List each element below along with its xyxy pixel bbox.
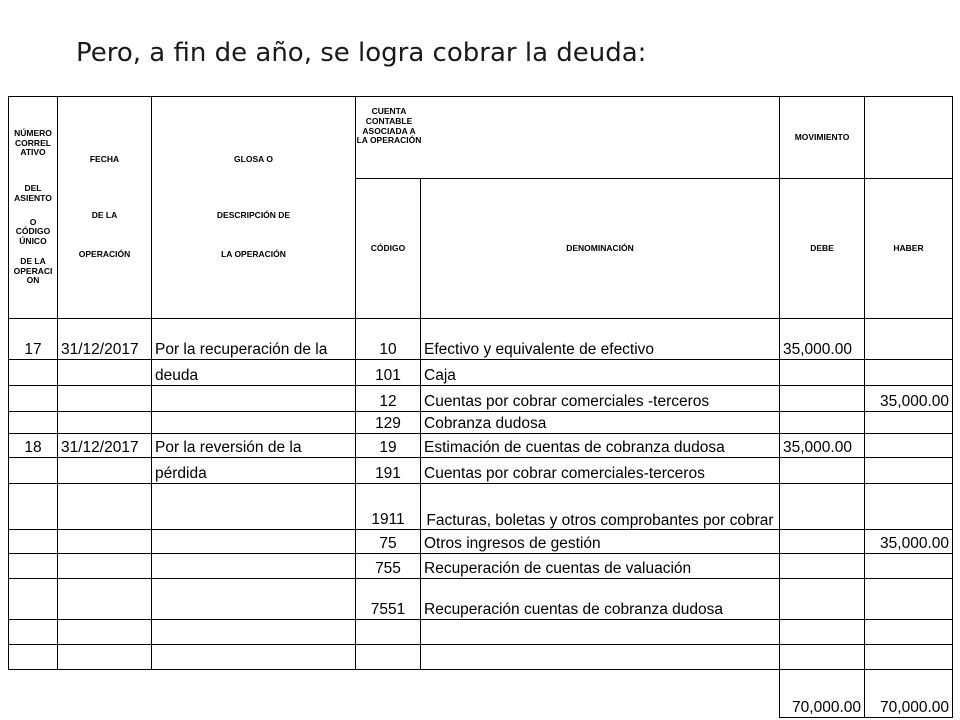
cell-debe	[780, 530, 865, 554]
cell-haber	[865, 484, 953, 530]
cell-debe	[780, 484, 865, 530]
journal-table	[8, 96, 953, 718]
cell-glosa: deuda	[152, 360, 356, 386]
header-glosa-line1: GLOSA O	[234, 153, 273, 164]
cell-codigo	[356, 645, 421, 670]
table-row	[9, 360, 953, 386]
header-glosa-line3: LA OPERACIÓN	[221, 249, 286, 260]
table-row	[9, 484, 953, 530]
cell-glosa: Por la recuperación de la	[152, 319, 356, 360]
totals-spacer	[9, 670, 780, 718]
cell-codigo: 129	[356, 412, 421, 434]
cell-debe	[780, 579, 865, 620]
header-codigo: CÓDIGO	[356, 179, 421, 319]
header-fecha	[58, 97, 152, 319]
cell-num	[9, 484, 58, 530]
cell-num	[9, 386, 58, 412]
table-row	[9, 458, 953, 484]
cell-denominacion: Recuperación cuentas de cobranza dudosa	[421, 579, 780, 620]
cell-debe	[780, 620, 865, 645]
cell-codigo: 1911	[356, 484, 421, 530]
header-numero	[9, 97, 58, 319]
cell-denominacion: Facturas, boletas y otros comprobantes por cobrar	[421, 484, 780, 530]
cell-num: 17	[9, 319, 58, 360]
cell-debe	[780, 386, 865, 412]
cell-fecha	[58, 412, 152, 434]
table-row	[9, 386, 953, 412]
cell-denominacion: Caja	[421, 360, 780, 386]
cell-haber	[865, 645, 953, 670]
cell-fecha: 31/12/2017	[58, 319, 152, 360]
table-row	[9, 620, 953, 645]
header-denominacion: DENOMINACIÓN	[421, 179, 780, 319]
cell-glosa: pérdida	[152, 458, 356, 484]
cell-denominacion: Cuentas por cobrar comerciales -terceros	[421, 386, 780, 412]
cell-fecha	[58, 554, 152, 579]
cell-fecha	[58, 386, 152, 412]
header-cuenta-contable	[356, 97, 780, 179]
cell-num: 18	[9, 434, 58, 458]
cell-debe	[780, 554, 865, 579]
cell-glosa	[152, 579, 356, 620]
cell-num	[9, 554, 58, 579]
cell-denominacion: Cobranza dudosa	[421, 412, 780, 434]
cell-num	[9, 360, 58, 386]
cell-num	[9, 645, 58, 670]
cell-haber	[865, 434, 953, 458]
cell-denominacion	[421, 620, 780, 645]
cell-glosa	[152, 412, 356, 434]
cell-debe	[780, 645, 865, 670]
header-debe: DEBE	[780, 179, 865, 319]
header-glosa	[152, 97, 356, 319]
cell-fecha: 31/12/2017	[58, 434, 152, 458]
cell-denominacion: Estimación de cuentas de cobranza dudosa	[421, 434, 780, 458]
header-numero-line2: DEL ASIENTO	[14, 183, 52, 203]
table-row	[9, 530, 953, 554]
cell-num	[9, 579, 58, 620]
header-fecha-line3: OPERACIÓN	[78, 249, 131, 260]
table-row	[9, 645, 953, 670]
cell-debe	[780, 412, 865, 434]
header-numero-line4: DE LA OPERACI ON	[13, 255, 53, 286]
cell-haber	[865, 620, 953, 645]
cell-denominacion: Otros ingresos de gestión	[421, 530, 780, 554]
cell-glosa	[152, 620, 356, 645]
cell-num	[9, 620, 58, 645]
cell-haber: 35,000.00	[865, 530, 953, 554]
header-glosa-line2: DESCRIPCIÓN DE	[216, 209, 291, 220]
cell-haber	[865, 360, 953, 386]
cell-codigo: 10	[356, 319, 421, 360]
cell-haber	[865, 412, 953, 434]
header-movimiento-blank	[865, 97, 953, 179]
table-row	[9, 319, 953, 360]
cell-fecha	[58, 530, 152, 554]
header-movimiento: MOVIMIENTO	[780, 97, 865, 179]
cell-codigo: 7551	[356, 579, 421, 620]
cell-fecha	[58, 484, 152, 530]
table-row	[9, 579, 953, 620]
cell-num	[9, 412, 58, 434]
cell-fecha	[58, 645, 152, 670]
header-numero-line3: O CÓDIGO ÚNICO	[15, 216, 51, 247]
cell-debe	[780, 458, 865, 484]
cell-haber: 35,000.00	[865, 386, 953, 412]
cell-num	[9, 458, 58, 484]
cell-glosa	[152, 530, 356, 554]
totals-row	[9, 670, 953, 718]
cell-fecha	[58, 360, 152, 386]
header-cuenta-text: CUENTA CONTABLE ASOCIADA A LA OPERACIÓN	[356, 106, 422, 146]
cell-debe	[780, 360, 865, 386]
cell-glosa	[152, 484, 356, 530]
cell-denominacion: Recuperación de cuentas de valuación	[421, 554, 780, 579]
total-haber: 70,000.00	[865, 670, 953, 718]
cell-codigo: 75	[356, 530, 421, 554]
cell-glosa	[152, 386, 356, 412]
header-fecha-line2: DE LA	[91, 209, 118, 220]
cell-codigo: 101	[356, 360, 421, 386]
total-debe: 70,000.00	[780, 670, 865, 718]
cell-haber	[865, 319, 953, 360]
cell-haber	[865, 579, 953, 620]
header-haber: HABER	[865, 179, 953, 319]
header-fecha-line1: FECHA	[89, 153, 120, 164]
cell-glosa	[152, 554, 356, 579]
cell-num	[9, 530, 58, 554]
cell-codigo: 191	[356, 458, 421, 484]
cell-fecha	[58, 579, 152, 620]
cell-haber	[865, 458, 953, 484]
table-row	[9, 434, 953, 458]
cell-haber	[865, 554, 953, 579]
cell-codigo: 12	[356, 386, 421, 412]
cell-debe: 35,000.00	[780, 434, 865, 458]
cell-fecha	[58, 458, 152, 484]
cell-denominacion	[421, 645, 780, 670]
cell-codigo: 19	[356, 434, 421, 458]
cell-codigo: 755	[356, 554, 421, 579]
slide-title: Pero, a fin de año, se logra cobrar la deuda:	[76, 38, 647, 68]
cell-codigo	[356, 620, 421, 645]
cell-fecha	[58, 620, 152, 645]
cell-denominacion: Efectivo y equivalente de efectivo	[421, 319, 780, 360]
header-numero-line1: NÚMERO CORREL ATIVO	[14, 127, 52, 158]
cell-glosa: Por la reversión de la	[152, 434, 356, 458]
cell-debe: 35,000.00	[780, 319, 865, 360]
table-row	[9, 412, 953, 434]
table-row	[9, 554, 953, 579]
cell-glosa	[152, 645, 356, 670]
cell-denominacion: Cuentas por cobrar comerciales-terceros	[421, 458, 780, 484]
